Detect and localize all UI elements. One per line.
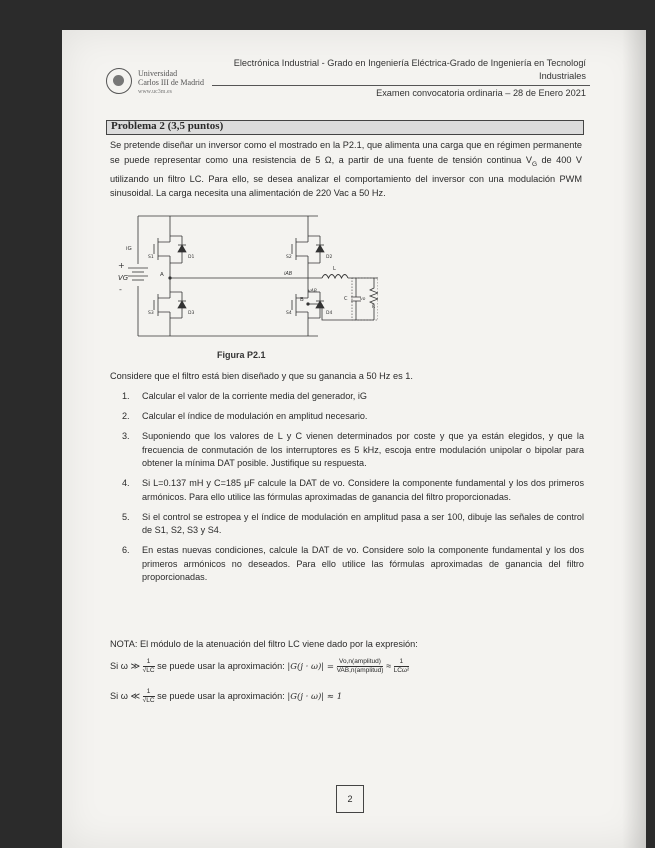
intro-line1: Se pretende diseñar un inversor como el mostrado en la P2.1, que alimenta una carga que en régimen	[110, 140, 531, 150]
header-divider	[212, 85, 590, 86]
f1-mid: se puede usar la aproximación:	[157, 660, 285, 671]
f1-prefix: Si ω ≫	[110, 660, 141, 671]
question-item	[122, 511, 584, 538]
note-title: NOTA: El módulo de la atenuación del filtro LC viene dado por la expresión:	[110, 639, 418, 649]
exam-page	[62, 30, 646, 848]
university-emblem-icon	[106, 68, 132, 94]
question-item	[122, 410, 584, 424]
label-d3: D3	[188, 311, 195, 316]
f1-frac-top: 1	[143, 658, 155, 667]
question-text: Calcular el índice de modulación en amplitud necesario.	[142, 411, 368, 421]
lead-statement: Considere que el filtro está bien diseñado y que su ganancia a 50 Hz es 1.	[110, 371, 413, 381]
label-node-b: B	[300, 297, 304, 303]
label-plus: +	[118, 261, 125, 270]
university-logo	[96, 66, 246, 106]
formula-high-frequency	[110, 658, 409, 675]
f1-frac-bot: √LC	[142, 667, 155, 674]
label-d1: D1	[188, 255, 195, 260]
node-b	[306, 302, 309, 305]
label-r: R	[372, 305, 376, 310]
f1-frac2-top: Vo,n(amplitud)	[337, 658, 384, 667]
f2-frac-bot: √LC	[142, 697, 155, 704]
f2-prefix: Si ω ≪	[110, 690, 141, 701]
page-number: 2	[336, 785, 364, 813]
question-number: 1.	[122, 391, 130, 401]
question-text: Si L=0.137 mH y C=185 μF calcule la DAT de vo. Considere la componente fundamental y los dos primeros armónicos. Para ello utilice las fórmulas aproximadas de ganancia del filtro proporcionadas.	[142, 478, 584, 502]
f1-gain-fraction	[337, 658, 384, 675]
intro-line3: de 400 V utilizando un filtro LC. Para ello, se desea analizar el comportamiento del inversor con una	[110, 154, 582, 184]
intro-line4: modulación PWM sinusoidal. La carga necesita una alimentación de 220 Vac a 50 Hz.	[110, 173, 583, 199]
university-line2: Carlos III de Madrid	[138, 78, 204, 87]
f2-frac-top: 1	[143, 688, 155, 697]
course-line1: Electrónica Industrial - Grado en Ingeniería Eléctrica-Grado de Ingeniería en Tecnologí	[233, 58, 586, 68]
inverter-circuit-diagram	[108, 208, 378, 346]
question-number: 2.	[122, 411, 130, 421]
label-vg: VG	[118, 274, 129, 282]
intro-line2: permanente se puede representar como una resistencia de 5 Ω, a partir de una fuente de tensión continua	[110, 140, 582, 165]
question-text: Suponiendo que los valores de L y C vienen determinados por coste y que ya están elegidos, y que la frecuencia de conmutación de los interruptores es 5 kHz, escoja entre modulación unipolar o bipolar para obtener la mínima DAT posible. Justifique su respuesta.	[142, 431, 584, 468]
formula-low-frequency	[110, 688, 342, 705]
exam-date: Examen convocatoria ordinaria – 28 de Enero 2021	[376, 88, 586, 98]
label-vo: vo	[360, 297, 366, 302]
question-text: En estas nuevas condiciones, calcule la DAT de vo. Considere solo la componente fundamental y los dos primeros armónicos no deseados. Para ello utilice las fórmulas aproximadas de ganancia del filtro proporcionadas.	[142, 545, 584, 582]
f1-fraction	[143, 658, 155, 675]
f1-approx: ≈	[385, 660, 392, 671]
question-item	[122, 390, 584, 404]
f1-frac3-top: 1	[394, 658, 410, 667]
university-name	[138, 69, 204, 97]
label-vab: vAB	[308, 289, 317, 294]
question-number: 6.	[122, 545, 130, 555]
label-d4: D4	[326, 311, 333, 316]
f2-abs: |G(j · ω)| ≈ 1	[287, 691, 343, 702]
label-s4: S4	[286, 311, 292, 316]
label-s3: S3	[148, 311, 154, 316]
course-line2: Industriales	[539, 71, 586, 81]
switch-s3	[154, 292, 186, 318]
label-iab: iAB	[284, 271, 293, 277]
label-minus: -	[119, 285, 122, 294]
problem-heading-box	[106, 120, 584, 135]
problem-title: Problema 2 (3,5 puntos)	[111, 120, 224, 132]
f1-frac3-bot: LCω²	[393, 667, 410, 674]
question-item	[122, 544, 584, 585]
question-number: 3.	[122, 431, 130, 441]
f1-lc-fraction	[394, 658, 410, 675]
switch-s2	[292, 236, 324, 263]
question-item	[122, 430, 584, 471]
f1-frac2-bot: VAB,n(amplitud)	[336, 667, 384, 674]
f1-abs: |G(j · ω)| =	[287, 661, 334, 672]
f2-fraction	[143, 688, 155, 705]
intro-vg: V	[525, 154, 532, 165]
label-node-a: A	[160, 272, 164, 278]
label-d2: D2	[326, 255, 333, 260]
question-item	[122, 477, 584, 504]
question-text: Si el control se estropea y el índice de modulación en amplitud pasa a ser 100, dibuje las señales de control de S1, S2, S3 y S4.	[142, 511, 584, 535]
label-ig: iG	[126, 246, 132, 252]
node-a	[168, 276, 171, 279]
switch-s1	[154, 236, 186, 263]
label-l: L	[333, 266, 336, 272]
resistor-r	[370, 278, 378, 320]
label-c: C	[344, 296, 348, 302]
university-url: www.uc3m.es	[138, 89, 172, 95]
inductor-l	[322, 272, 348, 280]
question-number: 4.	[122, 478, 130, 488]
label-s1: S1	[148, 255, 154, 260]
intro-vg-sub: G	[531, 160, 538, 168]
label-s2: S2	[286, 255, 292, 260]
figure-caption: Figura P2.1	[217, 350, 266, 360]
university-line1: Universidad	[138, 69, 178, 78]
problem-intro	[110, 138, 582, 201]
course-title	[226, 57, 586, 83]
question-list	[122, 390, 584, 591]
question-number: 5.	[122, 511, 130, 522]
question-text: Calcular el valor de la corriente media del generador, iG	[142, 391, 367, 401]
f2-mid: se puede usar la aproximación:	[157, 690, 285, 701]
